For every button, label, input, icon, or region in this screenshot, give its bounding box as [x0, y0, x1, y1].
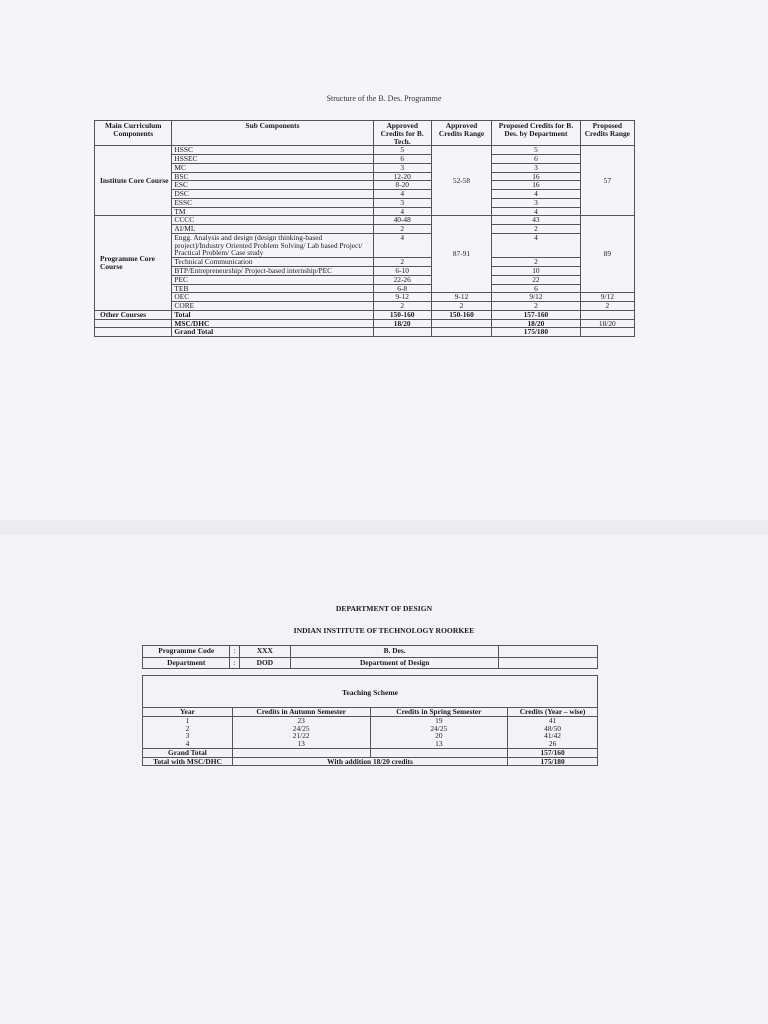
proposed-range-value: 2 [580, 302, 634, 311]
approved-value: 22-26 [373, 275, 431, 284]
empty-cell [370, 748, 508, 757]
year-cell: 1 [143, 716, 233, 724]
header-approved-credits: Approved Credits for B. Tech. [373, 121, 431, 146]
empty-cell [95, 328, 172, 337]
approved-range-value [431, 328, 491, 337]
department-name: Department of Design [291, 657, 499, 669]
proposed-value: 10 [492, 267, 580, 276]
structure-header-row [95, 121, 635, 146]
approved-value: 6-8 [373, 284, 431, 293]
approved-value: 4 [373, 190, 431, 199]
header-autumn: Credits in Autumn Semester [232, 708, 370, 717]
approved-value: 9-12 [373, 293, 431, 302]
institute-heading: INDIAN INSTITUTE OF TECHNOLOGY ROORKEE [293, 626, 475, 635]
table-row [95, 328, 635, 337]
programme-info-table [142, 645, 598, 669]
approved-value: 150-160 [373, 310, 431, 319]
programme-code-value: XXX [239, 646, 291, 658]
header-year: Year [143, 708, 233, 717]
table-row [95, 310, 635, 319]
proposed-value: 2 [492, 302, 580, 311]
proposed-value: 18/20 [492, 319, 580, 328]
approved-value: 6-10 [373, 267, 431, 276]
sub-component: CCCC [172, 216, 373, 225]
approved-range-value: 150-160 [431, 310, 491, 319]
approved-value: 2 [373, 225, 431, 234]
approved-value: 4 [373, 233, 431, 257]
proposed-value: 157-160 [492, 310, 580, 319]
table-row [95, 155, 635, 164]
yearwise-cell: 41 [508, 716, 598, 724]
group-institute-core: Institute Core Course [95, 146, 172, 216]
sub-component: TEB [172, 284, 373, 293]
grand-total-label: Grand Total [172, 328, 373, 337]
sub-component: HSSEC [172, 155, 373, 164]
programme-approved-range: 87-91 [431, 216, 491, 293]
department-heading: DEPARTMENT OF DESIGN [335, 604, 433, 613]
proposed-value: 16 [492, 181, 580, 190]
sub-component: ESC [172, 181, 373, 190]
teaching-scheme-table [142, 707, 598, 766]
approved-value: 2 [373, 302, 431, 311]
sub-component: BTP/Entrepreneurship/ Project-based internship/PEC [172, 267, 373, 276]
programme-code-label: Programme Code [143, 646, 230, 658]
teaching-scheme-title: Teaching Scheme [341, 688, 399, 697]
sub-component: Technical Communication [172, 258, 373, 267]
proposed-value: 6 [492, 155, 580, 164]
table-row [143, 657, 598, 669]
proposed-range-value: 18/20 [580, 319, 634, 328]
empty-cell [499, 646, 598, 658]
msc-note: With addition 18/20 credits [232, 757, 507, 766]
proposed-range-value [580, 310, 634, 319]
msc-label: MSC/DHC [172, 319, 373, 328]
table-row [143, 725, 598, 733]
approved-value: 8-20 [373, 181, 431, 190]
header-yearwise: Credits (Year – wise) [508, 708, 598, 717]
approved-value [373, 328, 431, 337]
autumn-cell: 13 [232, 740, 370, 748]
year-cell: 4 [143, 740, 233, 748]
proposed-value: 43 [492, 216, 580, 225]
institute-proposed-range: 57 [580, 146, 634, 216]
approved-range-value: 9-12 [431, 293, 491, 302]
proposed-range-value [580, 328, 634, 337]
table-row [95, 233, 635, 257]
page-gap [0, 520, 768, 535]
yearwise-cell: 48/50 [508, 725, 598, 733]
proposed-range-value: 9/12 [580, 293, 634, 302]
empty-cell [232, 748, 370, 757]
proposed-value: 4 [492, 233, 580, 257]
approved-value: 3 [373, 163, 431, 172]
table-row [95, 163, 635, 172]
header-proposed-range: Proposed Credits Range [580, 121, 634, 146]
msc-total-label: Total with MSC/DHC [143, 757, 233, 766]
proposed-value: 175/180 [492, 328, 580, 337]
proposed-value: 9/12 [492, 293, 580, 302]
table-row [143, 732, 598, 740]
table-row [143, 646, 598, 658]
sub-component: ESSC [172, 198, 373, 207]
colon: : [230, 657, 239, 669]
approved-value: 12-20 [373, 172, 431, 181]
group-other-courses: Other Courses [95, 310, 172, 319]
colon: : [230, 646, 239, 658]
approved-value: 5 [373, 146, 431, 155]
spring-cell: 20 [370, 732, 508, 740]
approved-range-value: 2 [431, 302, 491, 311]
sub-component: OEC [172, 293, 373, 302]
approved-value: 18/20 [373, 319, 431, 328]
header-approved-range: Approved Credits Range [431, 121, 491, 146]
proposed-value: 22 [492, 275, 580, 284]
header-proposed-credits: Proposed Credits for B. Des. by Department [492, 121, 580, 146]
department-label: Department [143, 657, 230, 669]
yearwise-cell: 41/42 [508, 732, 598, 740]
approved-range-value [431, 319, 491, 328]
approved-value: 2 [373, 258, 431, 267]
spring-cell: 13 [370, 740, 508, 748]
year-cell: 2 [143, 725, 233, 733]
total-label: Total [172, 310, 373, 319]
approved-value: 40-48 [373, 216, 431, 225]
approved-value: 4 [373, 207, 431, 216]
proposed-value: 2 [492, 225, 580, 234]
table-row [143, 716, 598, 724]
msc-total-value: 175/180 [508, 757, 598, 766]
grand-total-label: Grand Total [143, 748, 233, 757]
empty-cell [499, 657, 598, 669]
curriculum-structure-table [94, 120, 635, 337]
empty-cell [95, 319, 172, 328]
table-row [95, 267, 635, 276]
proposed-value: 2 [492, 258, 580, 267]
teaching-header-row [143, 708, 598, 717]
approved-value: 6 [373, 155, 431, 164]
grand-total-value: 157/160 [508, 748, 598, 757]
sub-component: Engg. Analysis and design (design thinking-based project)/Industry Oriented Problem Solving/ Lab based Project/ Practical Problem/ Case study [172, 233, 373, 257]
group-programme-core: Programme Core Course [95, 216, 172, 310]
structure-title: Structure of the B. Des. Programme [326, 94, 442, 103]
approved-value: 3 [373, 198, 431, 207]
proposed-value: 16 [492, 172, 580, 181]
sub-component: TM [172, 207, 373, 216]
table-row [143, 757, 598, 766]
sub-component: DSC [172, 190, 373, 199]
institute-approved-range: 52-58 [431, 146, 491, 216]
sub-component: HSSC [172, 146, 373, 155]
table-row [95, 198, 635, 207]
proposed-value: 4 [492, 207, 580, 216]
proposed-value: 6 [492, 284, 580, 293]
sub-component: CORE [172, 302, 373, 311]
table-row [143, 740, 598, 748]
sub-component: MC [172, 163, 373, 172]
proposed-value: 4 [492, 190, 580, 199]
programme-proposed-range: 89 [580, 216, 634, 293]
header-spring: Credits in Spring Semester [370, 708, 508, 717]
sub-component: PEC [172, 275, 373, 284]
proposed-value: 3 [492, 198, 580, 207]
department-code: DOD [239, 657, 291, 669]
programme-name: B. Des. [291, 646, 499, 658]
proposed-value: 3 [492, 163, 580, 172]
sub-component: AI/ML [172, 225, 373, 234]
header-sub-components: Sub Components [172, 121, 373, 146]
table-row [143, 748, 598, 757]
yearwise-cell: 26 [508, 740, 598, 748]
autumn-cell: 24/25 [232, 725, 370, 733]
table-row [95, 275, 635, 284]
sub-component: BSC [172, 172, 373, 181]
autumn-cell: 23 [232, 716, 370, 724]
proposed-value: 5 [492, 146, 580, 155]
header-main-components: Main Curriculum Components [95, 121, 172, 146]
spring-cell: 24/25 [370, 725, 508, 733]
year-cell: 3 [143, 732, 233, 740]
spring-cell: 19 [370, 716, 508, 724]
autumn-cell: 21/22 [232, 732, 370, 740]
